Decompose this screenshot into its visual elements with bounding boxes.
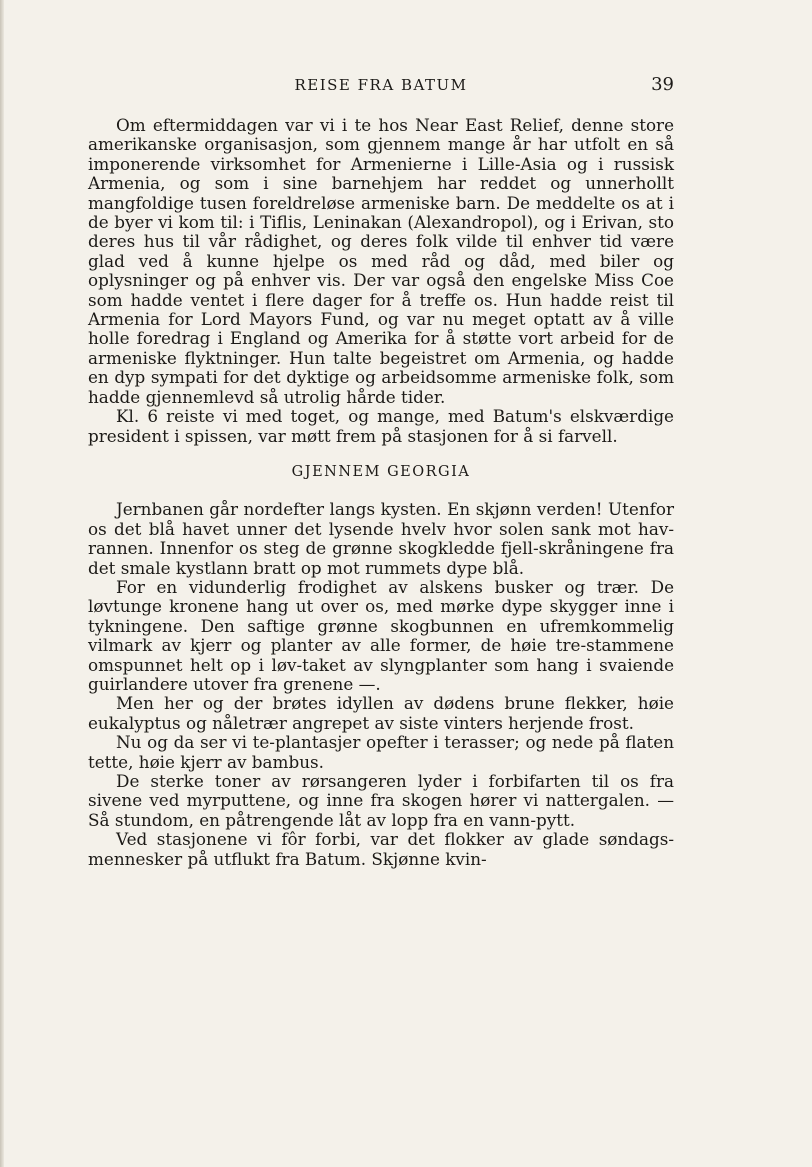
section-heading: GJENNEM GEORGIA [291, 463, 471, 480]
paragraph: Nu og da ser vi te-plantasjer opefter i terasser; og nede på flaten tette, høie kjerr av bambus. [88, 732, 674, 772]
page-number: 39 [651, 74, 674, 95]
paragraph: Om eftermiddagen var vi i te hos Near East Relief, denne store amerikanske organisasjon, som gjennem mange år har utfolt en så imponerende virksomhet for Armenierne i Lille-Asia og i russisk Armenia, og som i sine barnehjem har reddet og unnerhollt mangfoldige tusen foreldreløse armeniske barn. De meddelte os at i de byer vi kom til: i Tiflis, Leninakan (Alexandropol), og i Erivan, sto deres hus til vår rådighet, og deres folk vilde til enhver tid være glad ved å kunne hjelpe os med råd og dåd, med biler og oplysninger og på enhver vis. Der var også den engelske Miss Coe som hadde ventet i flere dager for å treffe os. Hun hadde reist til Armenia for Lord Mayors Fund, og var nu meget optatt av å ville holle foredrag i England og Amerika for å støtte vort arbeid for de armeniske flyktninger. Hun talte begeistret om Armenia, og hadde en dyp sympati for det dyktige og arbeidsomme armeniske folk, som hadde gjennemlevd så utrolig hårde tider. [88, 115, 674, 407]
paragraph: For en vidunderlig frodighet av alskens busker og trær. De løvtunge kronene hang ut over os, med mørke dype skygger inne i tykningene. Den saftige grønne skogbunnen en ufremkommelig vilmark av kjerr og planter av alle former, de høie tre-stammene omspunnet helt op i løv-taket av slyngplanter som hang i svaiende guirlandere utover fra grenene —. [88, 576, 674, 694]
paragraph: Ved stasjonene vi fôr forbi, var det flokker av glade søndags-mennesker på utflukt fra Batum. Skjønne kvin- [88, 829, 674, 869]
paragraph: De sterke toner av rørsangeren lyder i forbifarten til os fra sivene ved myrputtene, og inne fra skogen hører vi nattergalen. — Så stundom, en påtrengende låt av lopp fra en vann-pytt. [88, 771, 674, 830]
running-title: REISE FRA BATUM [294, 76, 468, 94]
paragraph: Jernbanen går nordefter langs kysten. En skjønn verden! Utenfor os det blå havet unner det lysende hvelv hvor solen sank mot hav-rannen. Innenfor os steg de grønne skogkledde fjell-skråningene fra det smale kystlann bratt op mot rummets dype blå. [88, 499, 674, 578]
paragraph: Kl. 6 reiste vi med toget, og mange, med Batum's elskværdige president i spissen, var møtt frem på stasjonen for å si farvell. [88, 406, 674, 446]
running-head [88, 76, 674, 100]
body-text [88, 116, 674, 869]
page-edge [0, 0, 4, 1167]
paragraph: Men her og der brøtes idyllen av dødens brune flekker, høie eukalyptus og nåletrær angrepet av siste vinters herjende frost. [88, 693, 674, 733]
